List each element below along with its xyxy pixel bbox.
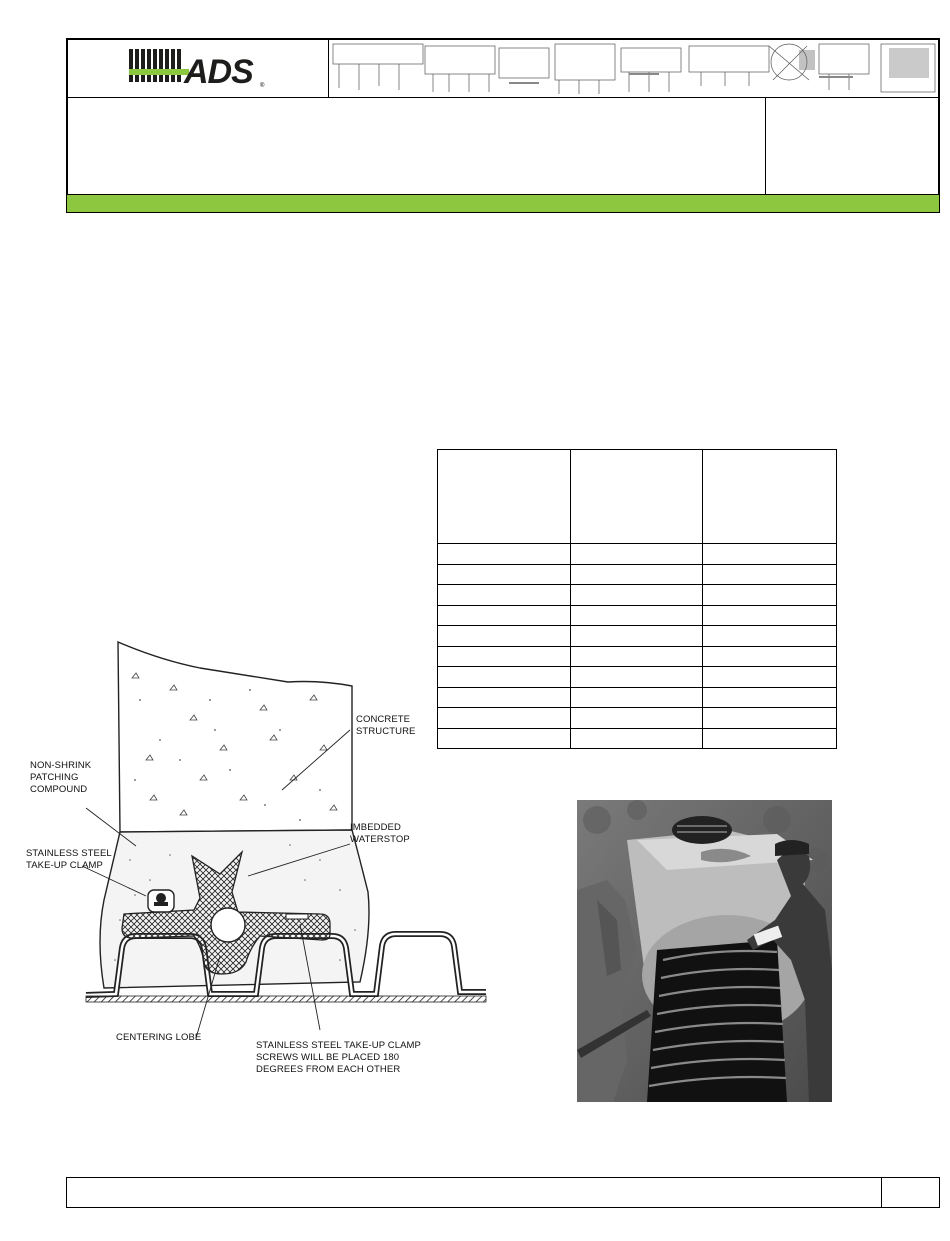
concrete-structure <box>118 642 352 832</box>
table-header-row <box>438 450 837 544</box>
table-cell <box>703 585 837 606</box>
table-cell <box>438 585 571 606</box>
table-cell <box>570 728 703 749</box>
table-cell <box>570 605 703 626</box>
label-screws-3: DEGREES FROM EACH OTHER <box>256 1064 401 1075</box>
label-patch-2: PATCHING <box>30 772 79 783</box>
drawings-strip-image <box>329 40 938 96</box>
table-row <box>438 646 837 667</box>
table-cell <box>703 605 837 626</box>
table-cell <box>703 687 837 708</box>
label-screws-2: SCREWS WILL BE PLACED 180 <box>256 1052 400 1063</box>
table-header-cell <box>703 450 837 544</box>
label-screws-1: STAINLESS STEEL TAKE-UP CLAMP <box>256 1040 421 1051</box>
table-row <box>438 708 837 729</box>
label-clamp-2: TAKE-UP CLAMP <box>26 860 103 871</box>
table-row <box>438 564 837 585</box>
table-cell <box>570 626 703 647</box>
label-concrete-1: CONCRETE <box>356 714 411 725</box>
table-cell <box>570 708 703 729</box>
table-row <box>438 626 837 647</box>
label-patch-3: COMPOUND <box>30 784 88 795</box>
installation-photo <box>577 800 832 1102</box>
waterstop-core-hole <box>211 908 245 942</box>
table-row <box>438 728 837 749</box>
table-cell <box>438 605 571 626</box>
table-cell <box>570 544 703 565</box>
table-cell <box>703 708 837 729</box>
table-row <box>438 605 837 626</box>
label-waterstop-2: WATERSTOP <box>350 834 410 845</box>
label-centering-lobe: CENTERING LOBE <box>116 1032 202 1043</box>
label-waterstop-1: IMBEDDED <box>350 822 401 833</box>
table-cell <box>570 585 703 606</box>
table-cell <box>703 626 837 647</box>
table-cell <box>570 646 703 667</box>
table-cell <box>438 544 571 565</box>
logo-registered: ® <box>260 83 265 89</box>
table-cell <box>570 687 703 708</box>
table-row <box>438 585 837 606</box>
footer-bar <box>66 1177 940 1208</box>
label-concrete-2: STRUCTURE <box>356 726 416 737</box>
table-cell <box>438 564 571 585</box>
table-cell <box>703 646 837 667</box>
pipe-base-hatch <box>86 996 486 1002</box>
logo-cell <box>66 38 329 98</box>
label-patch-1: NON-SHRINK <box>30 760 92 771</box>
ads-logo <box>66 38 327 96</box>
table-row <box>438 667 837 688</box>
table-header-cell <box>438 450 571 544</box>
table-header-cell <box>570 450 703 544</box>
table-cell <box>703 728 837 749</box>
table-row <box>438 544 837 565</box>
table-cell <box>570 564 703 585</box>
label-clamp-1: STAINLESS STEEL <box>26 848 112 859</box>
table-cell <box>703 564 837 585</box>
table-cell <box>703 544 837 565</box>
spec-table <box>437 449 837 749</box>
waterstop-section-diagram <box>20 630 490 1090</box>
table-cell <box>570 667 703 688</box>
footer-page-cell <box>881 1177 940 1208</box>
revision-cell <box>765 97 940 194</box>
table-cell <box>703 667 837 688</box>
table-row <box>438 687 837 708</box>
logo-text: ADS <box>184 53 253 91</box>
green-header-bar <box>67 194 939 212</box>
banner-drawings <box>329 40 938 96</box>
